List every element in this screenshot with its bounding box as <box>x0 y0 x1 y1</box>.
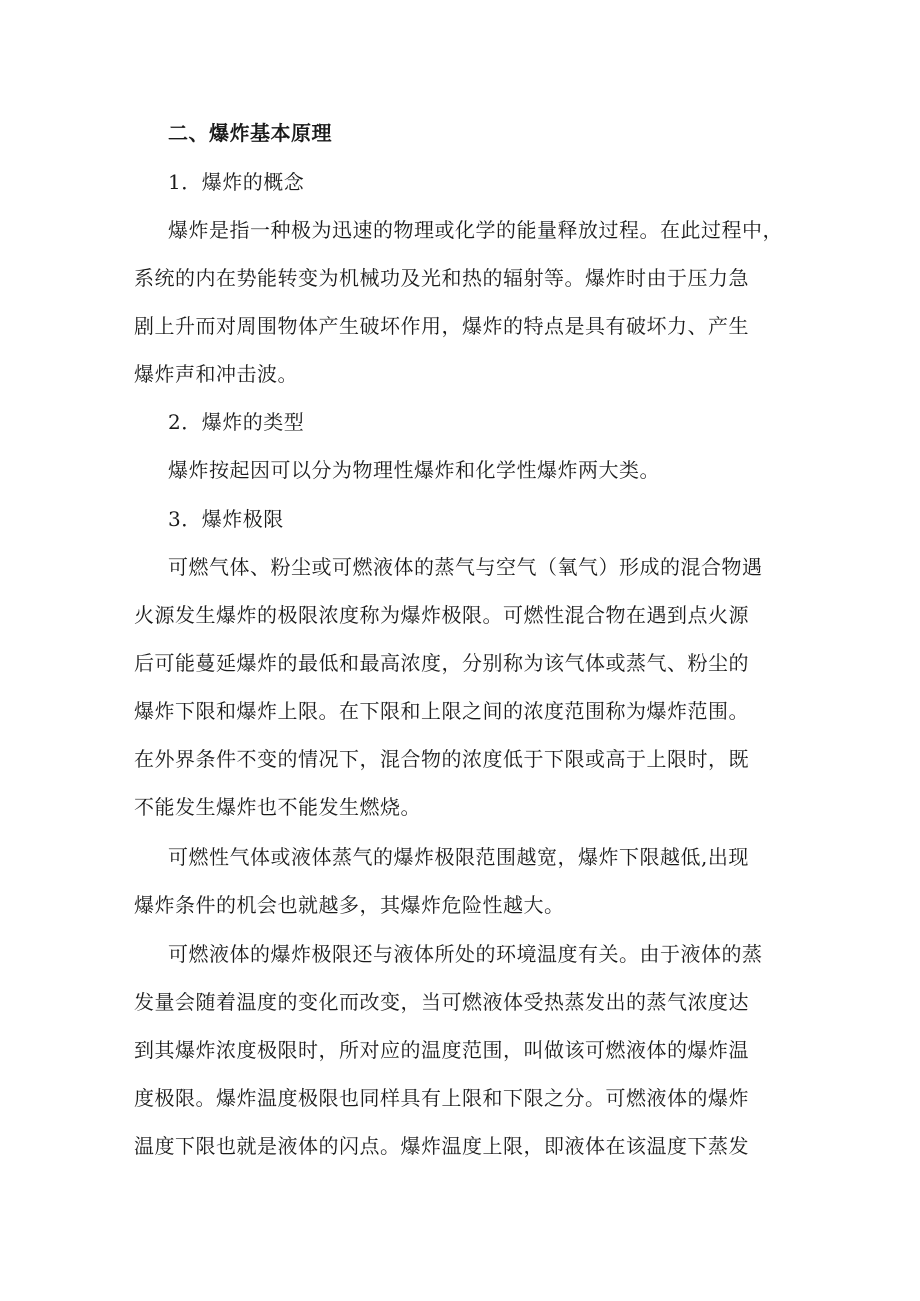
paragraph-line: 到其爆炸浓度极限时，所对应的温度范围，叫做该可燃液体的爆炸温 <box>134 1038 749 1062</box>
paragraph-line: 温度下限也就是液体的闪点。爆炸温度上限，即液体在该温度下蒸发 <box>134 1134 749 1158</box>
paragraph-line: 系统的内在势能转变为机械功及光和热的辐射等。爆炸时由于压力急 <box>134 266 749 290</box>
paragraph-line: 可燃性气体或液体蒸气的爆炸极限范围越宽，爆炸下限越低,出现 <box>168 845 749 869</box>
paragraph-line: 爆炸是指一种极为迅速的物理或化学的能量释放过程。在此过程中， <box>168 218 783 242</box>
heading-explosion-limits: 3．爆炸极限 <box>168 507 284 531</box>
paragraph-line: 可燃气体、粉尘或可燃液体的蒸气与空气（氧气）形成的混合物遇 <box>168 555 763 579</box>
paragraph-line: 后可能蔓延爆炸的最低和最高浓度，分别称为该气体或蒸气、粉尘的 <box>134 651 749 675</box>
paragraph-line: 剧上升而对周围物体产生破坏作用，爆炸的特点是具有破坏力、产生 <box>134 314 749 338</box>
paragraph-line: 爆炸下限和爆炸上限。在下限和上限之间的浓度范围称为爆炸范围。 <box>134 699 749 723</box>
paragraph-line: 火源发生爆炸的极限浓度称为爆炸极限。可燃性混合物在遇到点火源 <box>134 603 749 627</box>
heading-explosion-types: 2．爆炸的类型 <box>168 410 305 434</box>
paragraph-line: 发量会随着温度的变化而改变，当可燃液体受热蒸发出的蒸气浓度达 <box>134 990 749 1014</box>
paragraph-line: 爆炸条件的机会也就越多，其爆炸危险性越大。 <box>134 893 565 917</box>
paragraph-line: 在外界条件不变的情况下，混合物的浓度低于下限或高于上限时，既 <box>134 747 749 771</box>
paragraph-line: 不能发生爆炸也不能发生燃烧。 <box>134 795 421 819</box>
paragraph-line: 度极限。爆炸温度极限也同样具有上限和下限之分。可燃液体的爆炸 <box>134 1086 749 1110</box>
paragraph-line: 可燃液体的爆炸极限还与液体所处的环境温度有关。由于液体的蒸 <box>168 942 763 966</box>
paragraph-line: 爆炸按起因可以分为物理性爆炸和化学性爆炸两大类。 <box>168 458 660 482</box>
section-title: 二、爆炸基本原理 <box>168 121 332 145</box>
heading-explosion-concept: 1．爆炸的概念 <box>168 170 305 194</box>
paragraph-line: 爆炸声和冲击波。 <box>134 362 298 386</box>
